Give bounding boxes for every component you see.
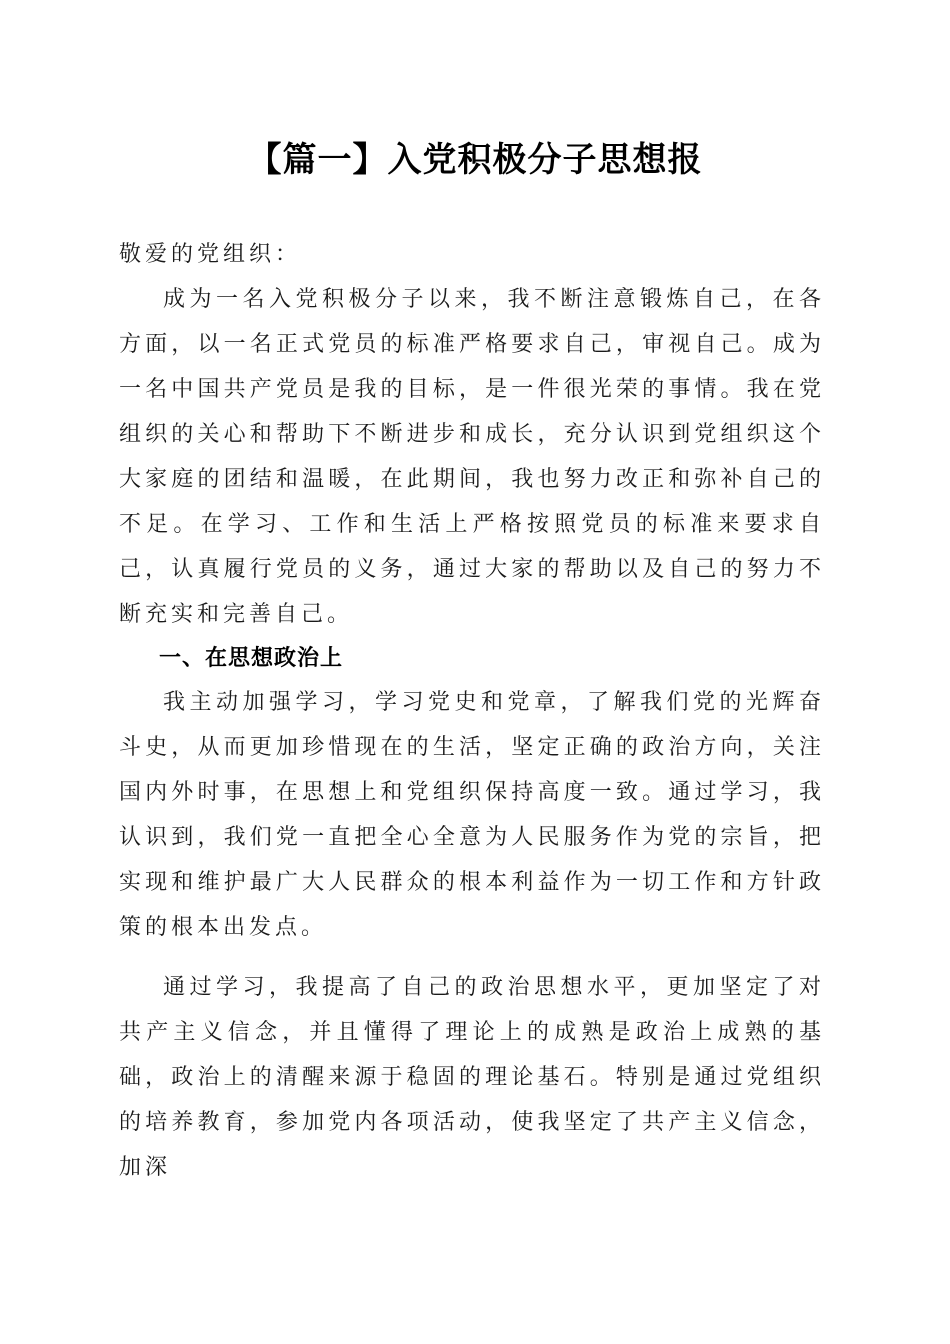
section-heading: 一、在思想政治上 [159, 646, 344, 671]
section-paragraph-1: 我主动加强学习，学习党史和党章，了解我们党的光辉奋斗史，从而更加珍惜现在的生活，坚定正确的政治方向，关注国内外时事，在思想上和党组织保持高度一致。通过学习，我认识到，我们党一直把全心全意为人民服务作为党的宗旨，把实现和维护最广大人民群众的根本利益作为一切工作和方针政策的根本出发点。 [119, 690, 825, 940]
salutation: 敬爱的党组织： [119, 242, 302, 267]
document-title: 【篇一】入党积极分子思想报 [247, 140, 703, 180]
intro-paragraph: 成为一名入党积极分子以来，我不断注意锻炼自己，在各方面，以一名正式党员的标准严格要求自己，审视自己。成为一名中国共产党员是我的目标，是一件很光荣的事情。我在党组织的关心和帮助下不断进步和成长，充分认识到党组织这个大家庭的团结和温暖，在此期间，我也努力改正和弥补自己的不足。在学习、工作和生活上严格按照党员的标准来要求自己，认真履行党员的义务，通过大家的帮助以及自己的努力不断充实和完善自己。 [119, 287, 825, 627]
section-paragraph-2: 通过学习，我提高了自己的政治思想水平，更加坚定了对共产主义信念，并且懂得了理论上的成熟是政治上成熟的基础，政治上的清醒来源于稳固的理论基石。特别是通过党组织的培养教育，参加党内各项活动，使我坚定了共产主义信念，加深 [119, 975, 825, 1180]
document-body [119, 232, 825, 1190]
